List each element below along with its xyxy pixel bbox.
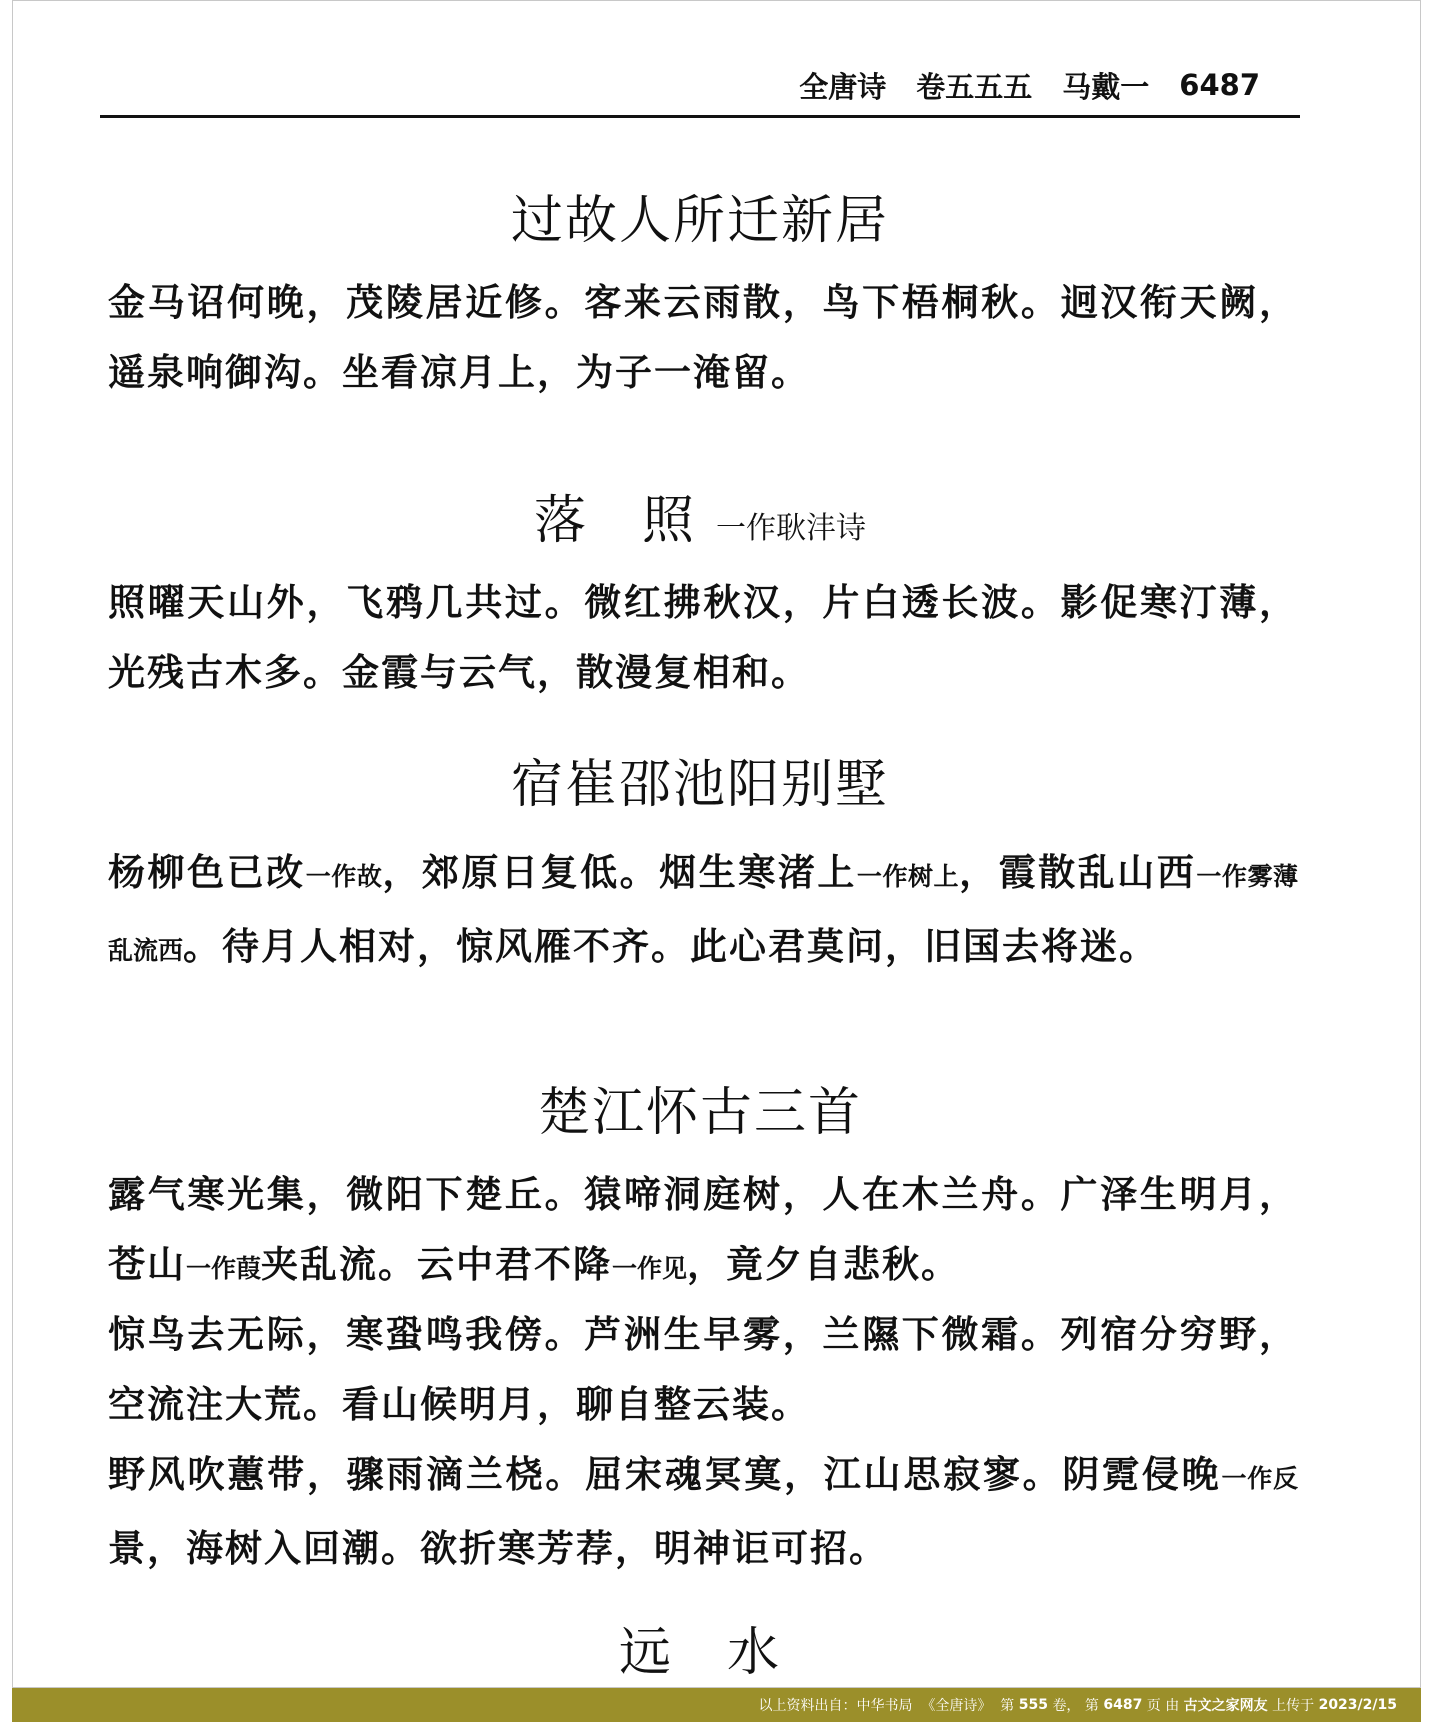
poem-title-note: 一作耿沣诗 bbox=[716, 511, 866, 546]
verse-text: ，郊原日复低。烟生寒渚上 bbox=[382, 851, 857, 894]
source-footer bbox=[12, 1688, 1421, 1722]
verse-text: 景，海树入回潮。欲折寒芳荐，明神讵可招。 bbox=[108, 1527, 888, 1570]
poem-title: 过故人所迁新居 bbox=[510, 191, 889, 251]
variant-note: 一作见 bbox=[612, 1254, 688, 1283]
footer-vol-post: 卷， bbox=[1052, 1698, 1081, 1714]
poem-body: 金马诏何晚，茂陵居近修。客来云雨散，鸟下梧桐秋。迥汉衔天阙，遥泉响御沟。坐看凉月上，为子一淹留。 bbox=[108, 281, 1298, 394]
footer-book: 《全唐诗》 bbox=[921, 1698, 992, 1714]
footer-vol-pre: 第 bbox=[1000, 1698, 1015, 1714]
footer-date: 2023/2/15 bbox=[1318, 1697, 1397, 1713]
footer-page-post: 页 由 bbox=[1146, 1698, 1180, 1714]
variant-note: 一作树上 bbox=[856, 862, 960, 891]
footer-prefix: 以上资料出自： bbox=[758, 1698, 857, 1714]
poem-stanza-3 bbox=[108, 1440, 1298, 1584]
poem-body bbox=[108, 838, 1298, 986]
footer-volume: 555 bbox=[1018, 1697, 1048, 1713]
poem-title: 宿崔邵池阳别墅 bbox=[510, 755, 889, 815]
running-header bbox=[100, 60, 1300, 110]
poem-title: 楚江怀古三首 bbox=[537, 1083, 862, 1143]
footer-page-pre: 第 bbox=[1084, 1698, 1099, 1714]
poem-title bbox=[100, 478, 1300, 553]
poem-body: 照曜天山外，飞鸦几共过。微红拂秋汉，片白透长波。影促寒汀薄，光残古木多。金霞与云气，散漫复相和。 bbox=[108, 581, 1298, 694]
verse-text: 。待月人相对，惊风雁不齐。此心君莫问，旧国去将迷。 bbox=[183, 925, 1159, 968]
verse-text: 杨柳色已改 bbox=[108, 851, 306, 894]
verse-text: ，竟夕自悲秋。 bbox=[687, 1243, 961, 1286]
verse-text: 野风吹蕙带，骤雨滴兰桡。屈宋魂冥寞，江山思寂寥。阴霓侵晚 bbox=[108, 1453, 1222, 1496]
header-rule bbox=[100, 115, 1300, 118]
verse-text: 夹乱流。云中君不降 bbox=[261, 1243, 613, 1286]
header-author: 马戴一 bbox=[1062, 69, 1150, 104]
header-book: 全唐诗 bbox=[799, 69, 887, 104]
footer-page: 6487 bbox=[1103, 1697, 1143, 1713]
variant-note: 一作雾薄乱流西 bbox=[108, 862, 1298, 965]
poem-stanza-1 bbox=[108, 1160, 1298, 1304]
poem-stanza-2: 惊鸟去无际，寒蛩鸣我傍。芦洲生早雾，兰隰下微霜。列宿分穷野，空流注大荒。看山候明月，聊自整云装。 bbox=[108, 1313, 1298, 1426]
verse-text: 露气寒光集，微阳下楚丘。猿啼洞庭树，人在木兰舟。广泽生明月，苍山 bbox=[108, 1173, 1298, 1286]
footer-site-link[interactable]: 古文之家网友 bbox=[1183, 1698, 1268, 1714]
poem-title-text: 落 照 bbox=[533, 491, 696, 551]
variant-note: 一作葭 bbox=[186, 1254, 262, 1283]
header-page-number: 6487 bbox=[1179, 68, 1260, 102]
variant-note: 一作反 bbox=[1221, 1464, 1298, 1493]
poem-title: 远 水 bbox=[618, 1623, 781, 1683]
footer-uploaded: 上传于 bbox=[1272, 1698, 1315, 1714]
verse-text: ，霞散乱山西 bbox=[959, 851, 1197, 894]
footer-publisher: 中华书局 bbox=[856, 1698, 913, 1714]
header-volume: 卷五五五 bbox=[916, 69, 1033, 104]
variant-note: 一作故 bbox=[305, 862, 383, 891]
